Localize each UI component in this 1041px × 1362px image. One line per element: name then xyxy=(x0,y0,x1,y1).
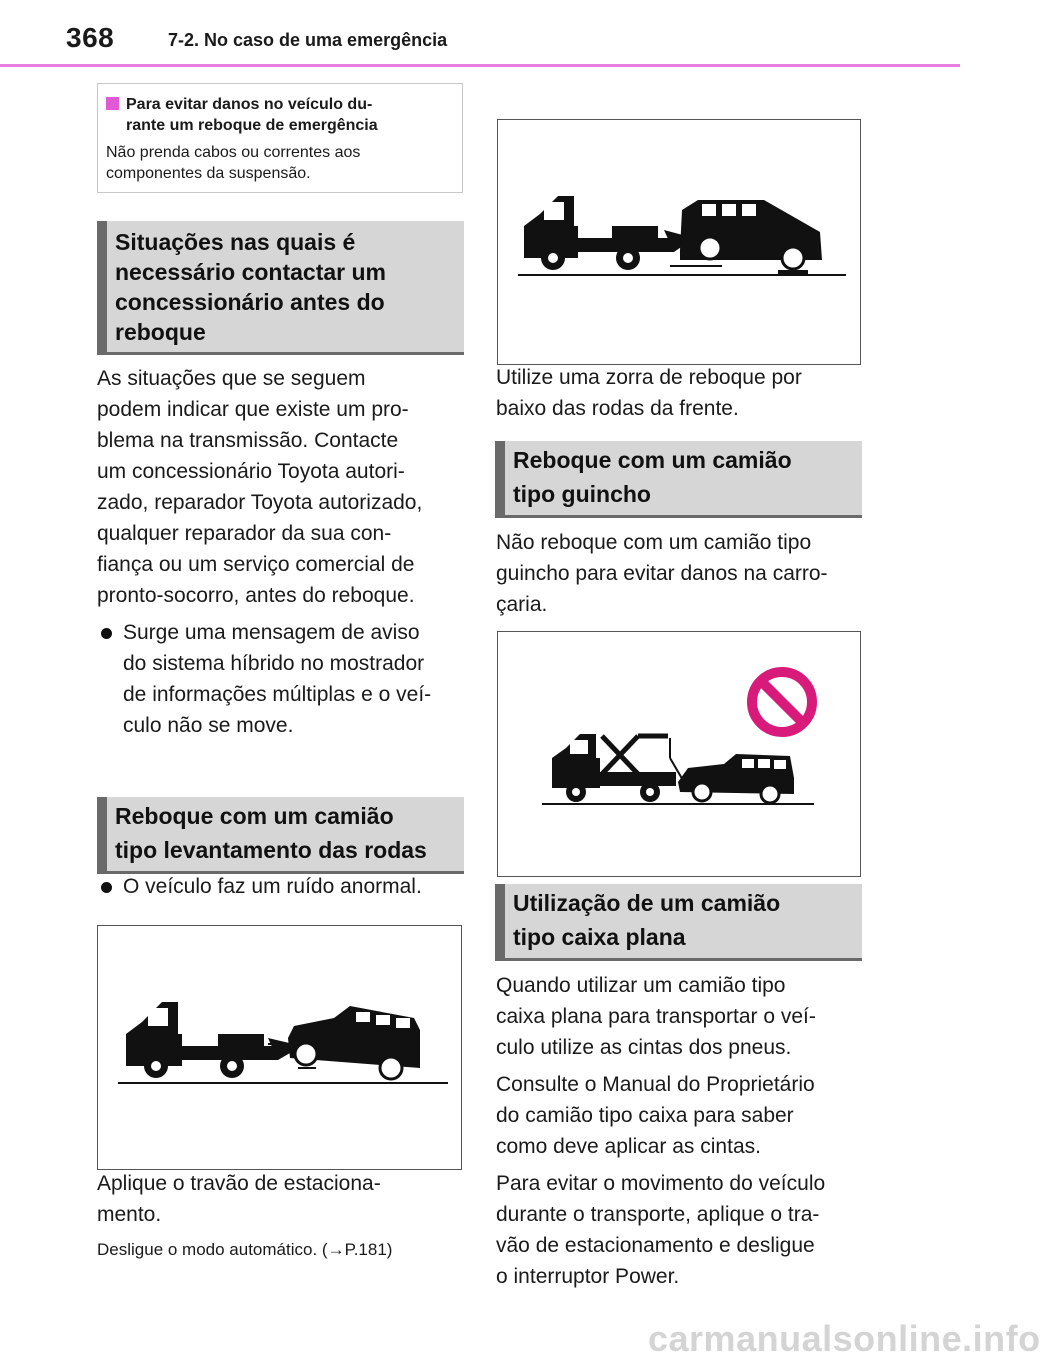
bullet-item xyxy=(97,617,493,741)
flatbed-paragraph-2 xyxy=(496,1069,876,1162)
dot-bullet-icon xyxy=(101,882,112,893)
dot-bullet-icon xyxy=(101,628,112,639)
text-line: durante o transporte, aplique o tra- xyxy=(496,1203,820,1226)
text-line: fiança ou um serviço comercial de xyxy=(97,553,415,576)
text-line: o interruptor Power. xyxy=(496,1265,680,1288)
dealer-paragraph xyxy=(97,363,467,611)
heading-line: tipo caixa plana xyxy=(513,924,686,950)
chapter-title: 7-2. No caso de uma emergência xyxy=(168,30,448,50)
text-line: pronto-socorro, antes do reboque. xyxy=(97,584,415,607)
text-line: Consulte o Manual do Proprietário xyxy=(496,1073,815,1096)
rear-tow-illustration xyxy=(498,120,860,364)
sling-paragraph xyxy=(496,527,876,620)
heading-line: reboque xyxy=(115,319,206,345)
text-line: Utilize uma zorra de reboque por xyxy=(496,366,802,389)
section-heading-flatbed xyxy=(495,884,862,961)
figure-sling-tow xyxy=(497,631,861,877)
text-line: zado, reparador Toyota autorizado, xyxy=(97,491,423,514)
section-heading-dealer xyxy=(97,221,464,355)
text-line: As situações que se seguem xyxy=(97,367,366,390)
note-body xyxy=(106,142,454,184)
note-title-line: Para evitar danos no veículo du- xyxy=(126,96,373,113)
text-line: Quando utilizar um camião tipo xyxy=(496,974,786,997)
text-line: qualquer reparador da sua con- xyxy=(97,522,392,545)
square-bullet-icon xyxy=(106,97,119,110)
text-line: culo não se move. xyxy=(123,714,294,737)
text-line: vão de estacionamento e desligue xyxy=(496,1234,815,1257)
section-heading-sling xyxy=(495,441,862,518)
page-number: 368 xyxy=(66,22,115,53)
note-body-line: componentes da suspensão. xyxy=(106,165,311,182)
text-line: baixo das rodas da frente. xyxy=(496,397,739,420)
note-title-line: rante um reboque de emergência xyxy=(126,117,378,134)
text-line: caixa plana para transportar o veí- xyxy=(496,1005,816,1028)
note-title xyxy=(106,94,454,136)
note-body-line: Não prenda cabos ou correntes aos xyxy=(106,144,361,161)
text-line: um concessionário Toyota autori- xyxy=(97,460,405,483)
text-line: podem indicar que existe um pro- xyxy=(97,398,409,421)
text-line: çaria. xyxy=(496,593,548,616)
header-rule xyxy=(0,64,960,67)
sling-tow-illustration xyxy=(498,632,860,876)
text-line: como deve aplicar as cintas. xyxy=(496,1135,761,1158)
heading-line: Utilização de um camião xyxy=(513,890,781,916)
text-line: Não reboque com um camião tipo xyxy=(496,531,812,554)
front-instruction xyxy=(97,1168,467,1230)
text-line: de informações múltiplas e o veí- xyxy=(123,683,432,706)
note-box xyxy=(97,83,463,193)
text-line: culo utilize as cintas dos pneus. xyxy=(496,1036,792,1059)
heading-line: tipo guincho xyxy=(513,481,651,507)
heading-line: necessário contactar um xyxy=(115,259,387,285)
text-line: Aplique o travão de estaciona- xyxy=(97,1172,381,1195)
text-line: do sistema híbrido no mostrador xyxy=(123,652,425,675)
heading-line: Reboque com um camião xyxy=(513,447,792,473)
text-line: Para evitar o movimento do veículo xyxy=(496,1172,826,1195)
text-line: guincho para evitar danos na carro- xyxy=(496,562,828,585)
text-line: do camião tipo caixa para saber xyxy=(496,1104,794,1127)
heading-line: Situações nas quais é xyxy=(115,229,356,255)
front-note: Desligue o modo automático. (→P.181) xyxy=(97,1240,393,1259)
bullet-item xyxy=(97,871,493,902)
heading-line: tipo levantamento das rodas xyxy=(115,837,427,863)
figure-rear-tow xyxy=(497,119,861,365)
text-line: O veículo faz um ruído anormal. xyxy=(123,875,422,898)
rear-instruction xyxy=(496,362,876,424)
heading-line: Reboque com um camião xyxy=(115,803,394,829)
text-line: Surge uma mensagem de aviso xyxy=(123,621,420,644)
flatbed-paragraph-1 xyxy=(496,970,876,1063)
section-heading-wheel-lift xyxy=(97,797,464,874)
front-tow-illustration xyxy=(98,926,461,1169)
watermark: carmanualsonline.info xyxy=(648,1318,1041,1359)
prohibited-icon xyxy=(752,672,812,732)
flatbed-paragraph-3 xyxy=(496,1168,876,1292)
text-line: blema na transmissão. Contacte xyxy=(97,429,399,452)
text-line: mento. xyxy=(97,1203,162,1226)
figure-front-tow xyxy=(97,925,462,1170)
heading-line: concessionário antes do xyxy=(115,289,385,315)
